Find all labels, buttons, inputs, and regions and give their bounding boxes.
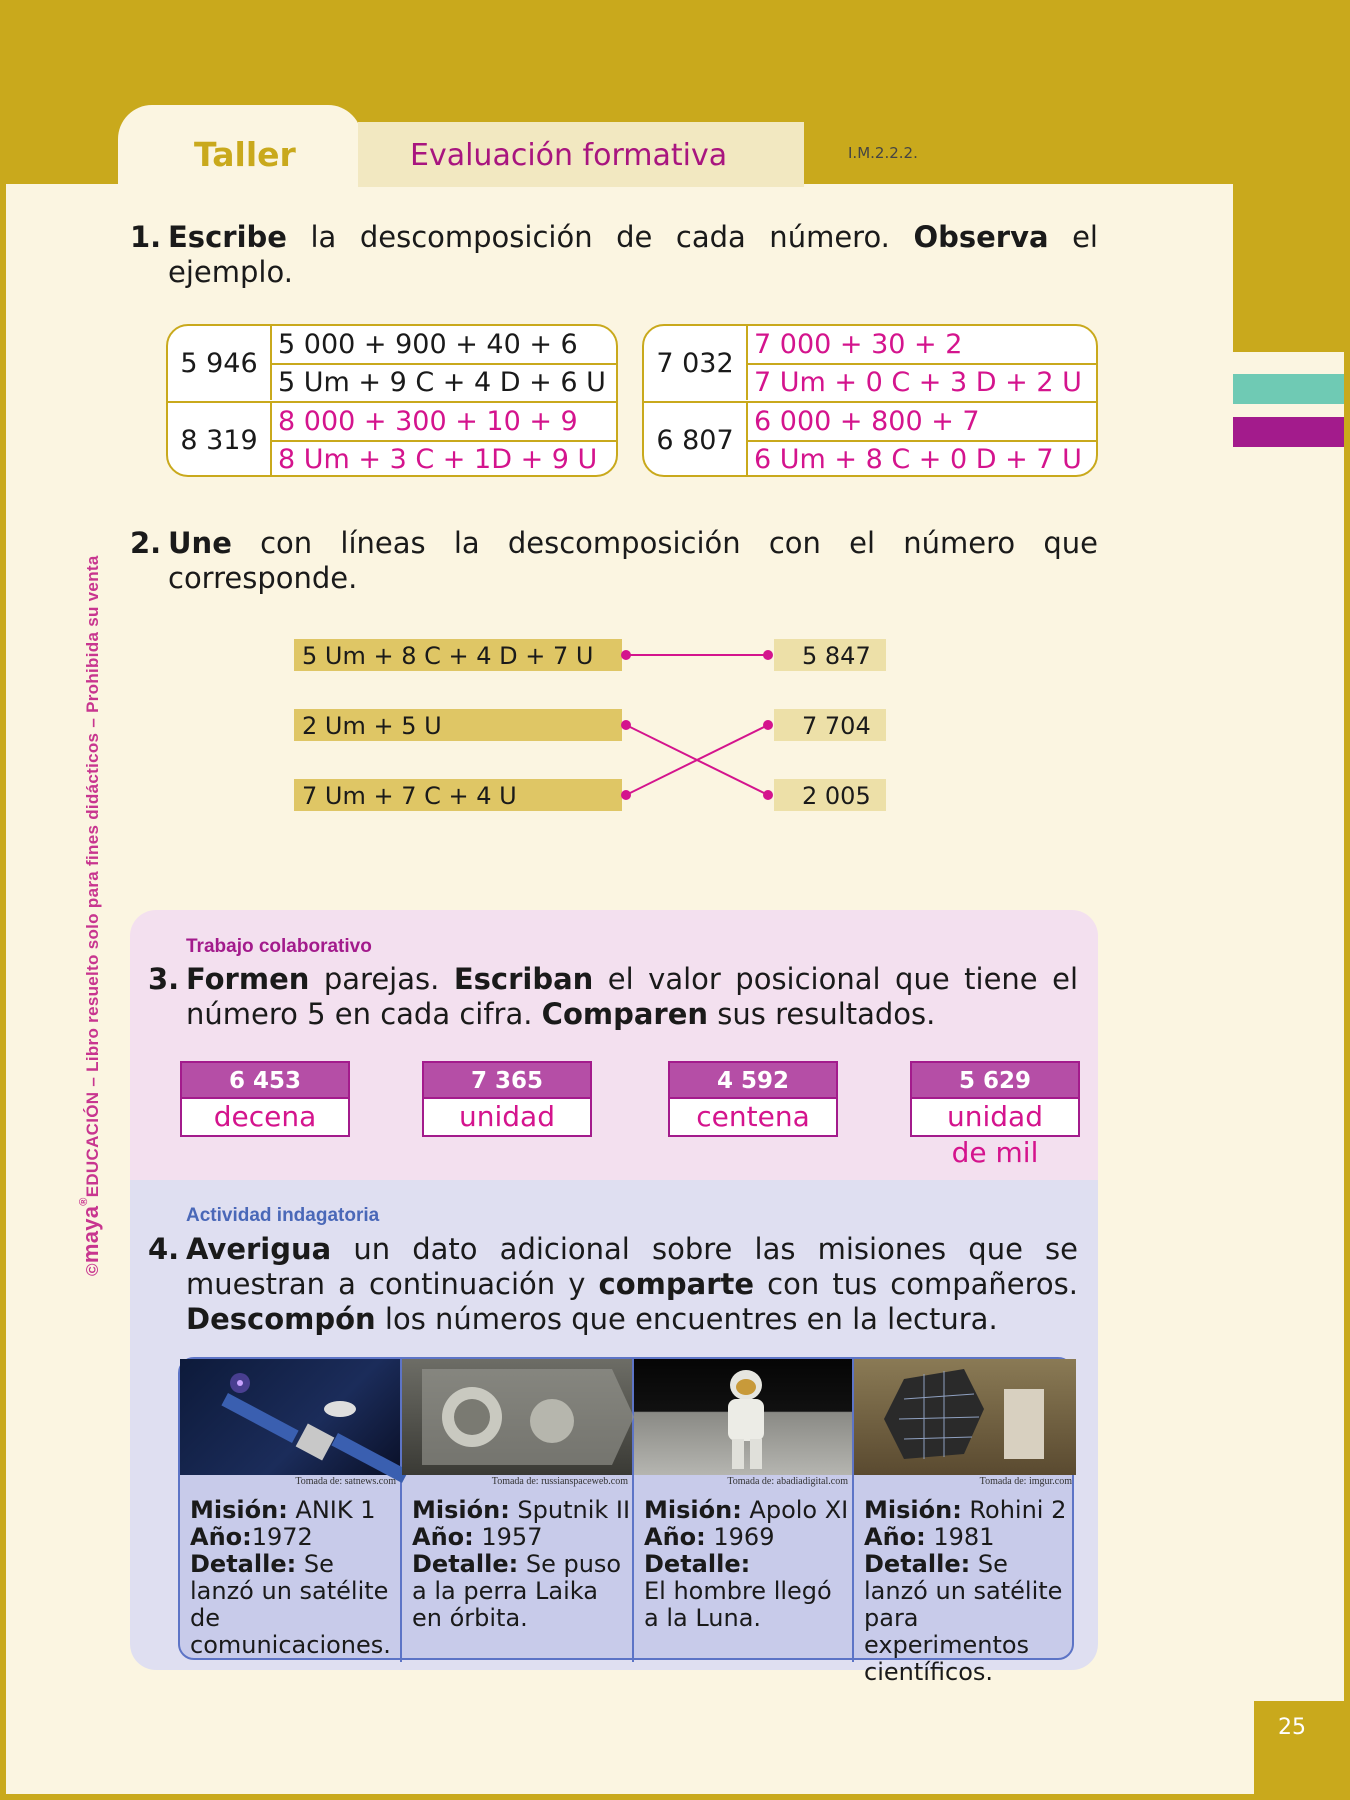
satellite-image xyxy=(180,1359,400,1475)
q1-number-5946: 5 946 xyxy=(168,326,272,400)
tab-evaluacion-label: Evaluación formativa xyxy=(410,138,728,173)
mission-text xyxy=(644,1497,852,1632)
mission-detail: Se puso a la perra Laika en órbita. xyxy=(412,1550,622,1632)
q2-right-2: 7 704 xyxy=(774,709,886,741)
mission-label: Misión: xyxy=(864,1496,962,1524)
q1-row3-line2: 7 Um + 0 C + 3 D + 2 U xyxy=(754,367,1082,398)
missions-table xyxy=(178,1357,1074,1686)
mission-year: 1981 xyxy=(925,1523,995,1551)
side-text: EDUCACIÓN – Libro resuelto solo para fines didácticos – Prohibida su venta xyxy=(83,555,102,1198)
mission-card-anik xyxy=(180,1359,402,1662)
q3-number-4592: 4 592 xyxy=(668,1061,838,1099)
q1-verb-1: Escribe xyxy=(168,220,287,254)
q2-right-1: 5 847 xyxy=(774,639,886,671)
sputnik-image xyxy=(402,1359,632,1475)
detail-label: Detalle: xyxy=(190,1550,297,1578)
q3-answer-3: centena xyxy=(668,1099,838,1137)
q2-dot xyxy=(764,791,772,799)
capsule-icon xyxy=(402,1359,634,1475)
q1-text-1: la descomposición de cada número. xyxy=(286,220,914,254)
mission-detail: Se lanzó un satélite para experimentos científicos. xyxy=(864,1550,1063,1686)
image-credit: Tomada de: imgur.com xyxy=(979,1476,1072,1487)
q3-subhead: Trabajo colaborativo xyxy=(186,936,372,957)
q4-instruction xyxy=(148,1232,1078,1337)
mission-text xyxy=(864,1497,1076,1686)
mission-year: 1957 xyxy=(473,1523,543,1551)
curriculum-code: I.M.2.2.2. xyxy=(848,144,918,162)
q1-number-6807: 6 807 xyxy=(644,403,748,477)
page-number: 25 xyxy=(1278,1715,1306,1740)
q1-row4-line2: 6 Um + 8 C + 0 D + 7 U xyxy=(754,444,1082,475)
mission-label: Misión: xyxy=(644,1496,742,1524)
image-credit: Tomada de: abadiadigital.com xyxy=(727,1476,848,1487)
q2-left-3: 7 Um + 7 C + 4 U xyxy=(294,779,622,811)
mission-name: ANIK 1 xyxy=(287,1496,376,1524)
q1-row4-line1: 6 000 + 800 + 7 xyxy=(754,406,980,437)
q4-number: 4. xyxy=(148,1232,180,1266)
detail-label: Detalle: xyxy=(412,1550,519,1578)
q3-verb-3: Comparen xyxy=(541,997,709,1031)
astronaut-icon xyxy=(634,1359,854,1475)
copyright-symbol: © xyxy=(83,1263,102,1276)
year-label: Año: xyxy=(190,1523,252,1551)
year-label: Año: xyxy=(864,1523,926,1551)
mission-text xyxy=(412,1497,632,1632)
q4-text-1: un dato adicional sobre las misiones que se muestran a continuación y xyxy=(186,1232,1078,1301)
q4-text-2: con tus compañeros. xyxy=(754,1267,1078,1301)
q1-row2-line2: 8 Um + 3 C + 1D + 9 U xyxy=(278,444,598,475)
q2-dot xyxy=(622,651,630,659)
q4-text-3: los números que encuentres en la lectura. xyxy=(375,1302,998,1336)
q3-number-7365: 7 365 xyxy=(422,1061,592,1099)
q1-verb-2: Observa xyxy=(913,220,1049,254)
tab-taller-label: Taller xyxy=(194,135,296,174)
brand-logo: maya xyxy=(78,1205,103,1264)
q2-left-2: 2 Um + 5 U xyxy=(294,709,622,741)
q4-subhead: Actividad indagatoria xyxy=(186,1205,380,1226)
q1-row1-line1: 5 000 + 900 + 40 + 6 xyxy=(278,329,578,360)
q3-number: 3. xyxy=(148,962,180,996)
mission-card-rohini xyxy=(854,1359,1076,1686)
q1-row2-line1: 8 000 + 300 + 10 + 9 xyxy=(278,406,578,437)
year-label: Año: xyxy=(644,1523,706,1551)
registered-symbol: ® xyxy=(78,1197,90,1206)
q3-instruction xyxy=(148,962,1078,1032)
q3-verb-1: Formen xyxy=(186,962,310,996)
satellite-module-icon xyxy=(854,1359,1076,1475)
q3-answer-1: decena xyxy=(180,1099,350,1137)
q3-text-1: parejas. xyxy=(309,962,454,996)
q2-left-1: 5 Um + 8 C + 4 D + 7 U xyxy=(294,639,622,671)
mission-card-sputnik xyxy=(402,1359,634,1662)
q1-row1-line2: 5 Um + 9 C + 4 D + 6 U xyxy=(278,367,606,398)
mission-name: Apolo XI xyxy=(741,1496,849,1524)
year-label: Año: xyxy=(412,1523,474,1551)
mission-card-apolo xyxy=(634,1359,854,1662)
image-credit: Tomada de: satnews.com xyxy=(295,1476,396,1487)
q2-right-3: 2 005 xyxy=(774,779,886,811)
q3-answer-4: unidad xyxy=(910,1099,1080,1137)
q4-verb-3: Descompón xyxy=(186,1302,376,1336)
q3-answer-2: unidad xyxy=(422,1099,592,1137)
q2-number: 2. xyxy=(130,526,162,560)
q3-text-2: el valor posicional que tiene el número 5 en cada cifra. xyxy=(186,962,1079,1031)
q1-number: 1. xyxy=(130,220,162,254)
q4-verb-2: comparte xyxy=(598,1267,755,1301)
q1-row3-line1: 7 000 + 30 + 2 xyxy=(754,329,963,360)
mission-detail: El hombre llegó a la Luna. xyxy=(644,1577,832,1632)
q4-verb-1: Averigua xyxy=(186,1232,332,1266)
q2-dot xyxy=(764,651,772,659)
q1-text-2: el ejemplo. xyxy=(168,220,1098,289)
mission-detail: Se lanzó un satélite de comunicaciones. xyxy=(190,1550,391,1659)
mission-label: Misión: xyxy=(190,1496,288,1524)
image-credit: Tomada de: russianspaceweb.com xyxy=(491,1476,628,1487)
page-number-box xyxy=(1254,1701,1344,1794)
q2-dot xyxy=(764,721,772,729)
q2-dot xyxy=(622,791,630,799)
mission-name: Rohini 2 xyxy=(961,1496,1067,1524)
q3-verb-2: Escriban xyxy=(453,962,594,996)
q1-number-7032: 7 032 xyxy=(644,326,748,400)
detail-label: Detalle: xyxy=(864,1550,971,1578)
q1-number-8319: 8 319 xyxy=(168,403,272,477)
detail-label: Detalle: xyxy=(644,1550,751,1578)
mission-name: Sputnik II xyxy=(509,1496,631,1524)
mission-label: Misión: xyxy=(412,1496,510,1524)
page xyxy=(6,6,1344,1794)
mission-text xyxy=(190,1497,400,1659)
rohini-image xyxy=(854,1359,1076,1475)
satellite-icon xyxy=(180,1359,402,1475)
q3-answer-4-extra: de mil xyxy=(951,1136,1039,1169)
q2-text: con líneas la descomposición con el número que corresponde. xyxy=(168,526,1098,595)
q3-number-5629: 5 629 xyxy=(910,1061,1080,1099)
q2-dot xyxy=(622,721,630,729)
q2-verb: Une xyxy=(168,526,232,560)
q3-number-6453: 6 453 xyxy=(180,1061,350,1099)
astronaut-image xyxy=(634,1359,852,1475)
mission-year: 1969 xyxy=(705,1523,775,1551)
q3-text-3: sus resultados. xyxy=(708,997,936,1031)
mission-year: 1972 xyxy=(251,1523,313,1551)
